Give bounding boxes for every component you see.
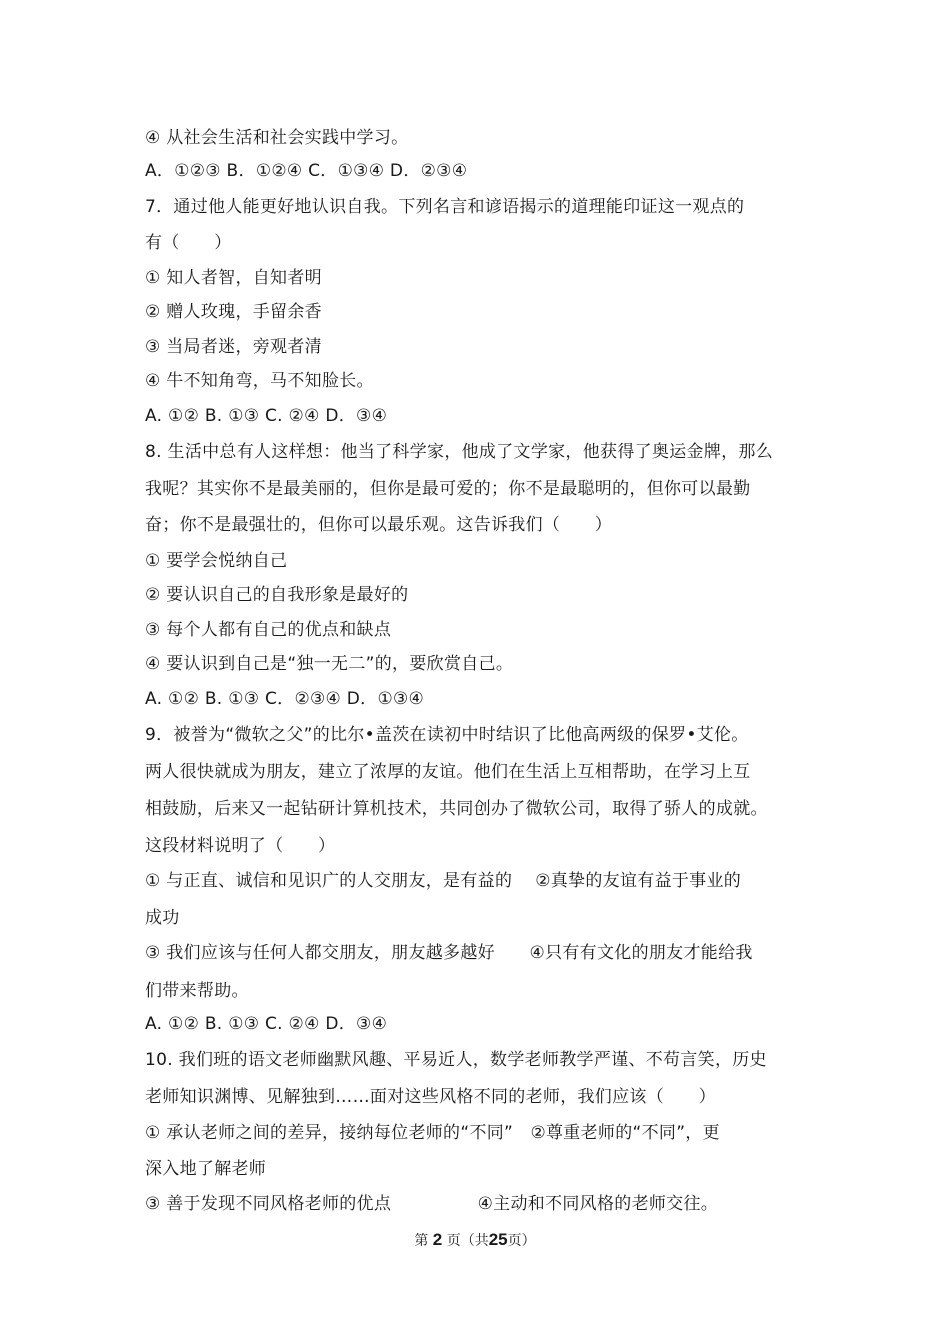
text-line: 们带来帮助。	[145, 981, 249, 1001]
text-line: ① 与正直、诚信和见识广的人交朋友，是有益的 ②真挚的友谊有益于事业的	[145, 871, 742, 891]
current-page-number: 2	[432, 1230, 443, 1249]
page-footer	[0, 1230, 950, 1251]
text-line: 10. 我们班的语文老师幽默风趣、平易近人，数学老师教学严谨、不苟言笑，历史	[145, 1050, 767, 1070]
text-line: ④ 从社会生活和社会实践中学习。	[145, 128, 409, 148]
text-line: ② 赠人玫瑰，手留余香	[145, 302, 322, 322]
text-line: A．①②③ B．①②④ C．①③④ D．②③④	[145, 161, 468, 181]
text-line: ① 承认老师之间的差异，接纳每位老师的“不同” ②尊重老师的“不同”，更	[145, 1123, 720, 1143]
text-line: 奋；你不是最强壮的，但你可以最乐观。这告诉我们（ ）	[145, 515, 613, 535]
footer-prefix: 第	[414, 1233, 429, 1249]
text-line: A. ①② B. ①③ C. ②④ D．③④	[145, 1014, 388, 1034]
text-line: ④ 要认识到自己是“独一无二”的，要欣赏自己。	[145, 654, 514, 674]
text-line: 两人很快就成为朋友，建立了浓厚的友谊。他们在生活上互相帮助，在学习上互	[145, 762, 751, 782]
text-line: 这段材料说明了（ ）	[145, 836, 336, 856]
text-line: ③ 每个人都有自己的优点和缺点	[145, 620, 392, 640]
text-line: ① 要学会悦纳自己	[145, 551, 288, 571]
text-line: 8. 生活中总有人这样想：他当了科学家，他成了文学家，他获得了奥运金牌，那么	[145, 442, 774, 462]
text-line: ② 要认识自己的自我形象是最好的	[145, 585, 409, 605]
text-line: ③ 我们应该与任何人都交朋友，朋友越多越好 ④只有有文化的朋友才能给我	[145, 943, 753, 963]
footer-suffix: 页）	[507, 1233, 536, 1249]
text-line: ③ 善于发现不同风格老师的优点 ④主动和不同风格的老师交往。	[145, 1194, 719, 1214]
text-line: ④ 牛不知角弯，马不知脸长。	[145, 371, 374, 391]
text-line: 我呢？其实你不是最美丽的，但你是最可爱的；你不是最聪明的，但你可以最勤	[145, 479, 751, 499]
text-line: 老师知识渊博、见解独到……面对这些风格不同的老师，我们应该（ ）	[145, 1087, 716, 1107]
text-line: 相鼓励，后来又一起钻研计算机技术，共同创办了微软公司，取得了骄人的成就。	[145, 799, 768, 819]
text-line: ① 知人者智，自知者明	[145, 268, 322, 288]
text-line: A. ①② B. ①③ C．②③④ D．①③④	[145, 689, 425, 709]
text-line: 7．通过他人能更好地认识自我。下列名言和谚语揭示的道理能印证这一观点的	[145, 197, 745, 217]
footer-middle: 页（共	[446, 1233, 489, 1249]
text-line: A. ①② B. ①③ C. ②④ D．③④	[145, 406, 388, 426]
text-line: 有（ ）	[145, 233, 232, 253]
text-line: 成功	[145, 908, 180, 928]
total-page-number: 25	[488, 1230, 508, 1249]
text-line: ③ 当局者迷，旁观者清	[145, 337, 322, 357]
text-line: 9．被誉为“微软之父”的比尔•盖茨在读初中时结识了比他高两级的保罗•艾伦。	[145, 725, 749, 745]
text-line: 深入地了解老师	[145, 1159, 267, 1179]
